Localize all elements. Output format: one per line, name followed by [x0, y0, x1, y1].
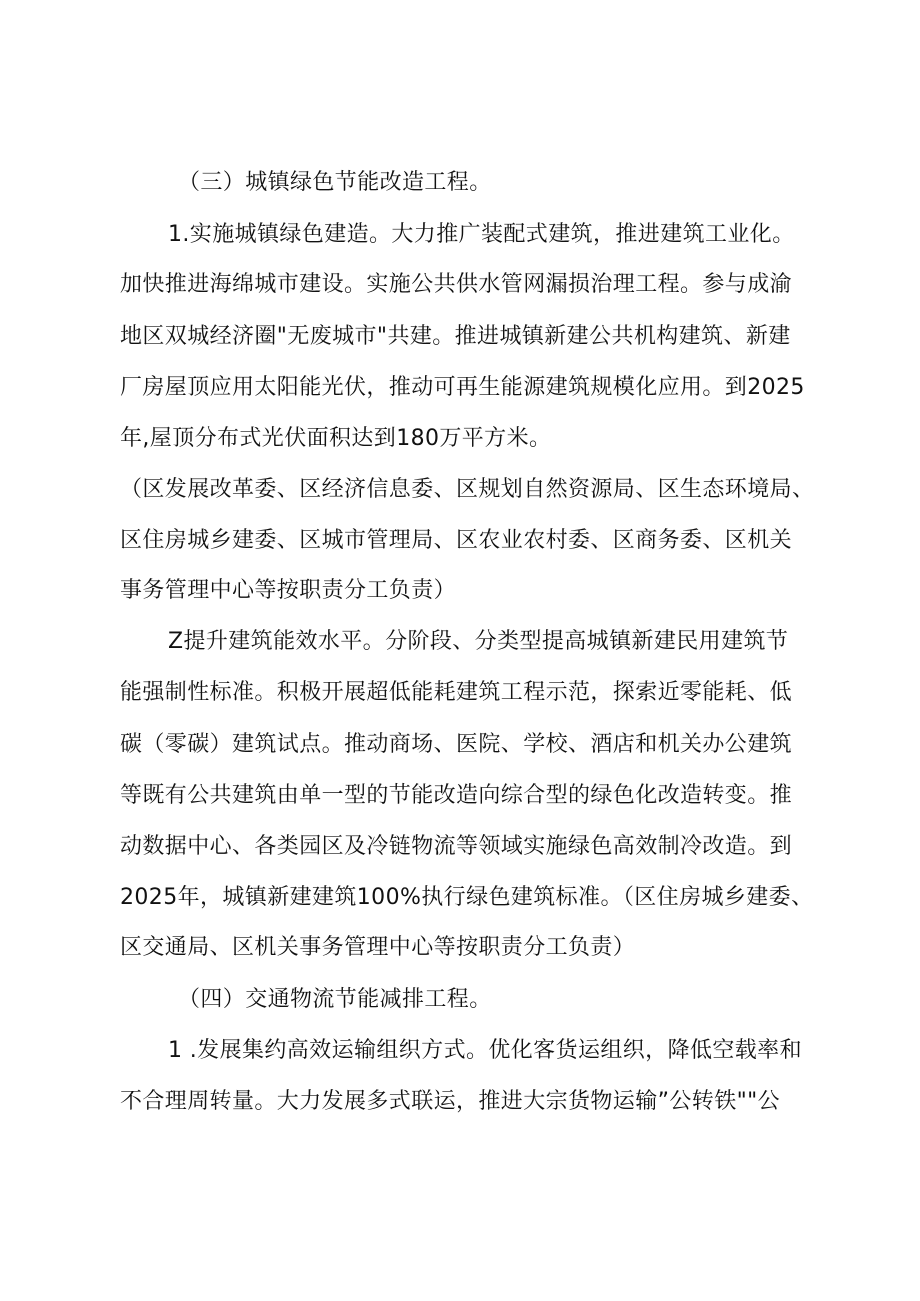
item-1-line-4: 厂房屋顶应用太阳能光伏，推动可再生能源建筑规模化应用。到2025 — [120, 375, 805, 400]
item-1-line-1: 1.实施城镇绿色建造。大力推广装配式建筑，推进建筑工业化。 — [168, 222, 795, 247]
item-1-responsible-line-3: 事务管理中心等按职责分工负责） — [120, 578, 457, 603]
item-1-line-5: 年,屋顶分布式光伏面积达到180万平方米。 — [120, 426, 552, 451]
item-1-line-2: 加快推进海绵城市建设。实施公共供水管网漏损治理工程。参与成渝 — [120, 272, 793, 297]
item-3-line-2: 不合理周转量。大力发展多式联运，推进大宗货物运输”公转铁""公 — [120, 1089, 781, 1114]
item-2-line-5: 动数据中心、各类园区及冷链物流等领域实施绿色高效制冷改造。到 — [120, 834, 793, 859]
section-3-heading: （三）城镇绿色节能改造工程。 — [178, 170, 492, 195]
item-2-line-4: 等既有公共建筑由单一型的节能改造向综合型的绿色化改造转变。推 — [120, 783, 793, 808]
item-1-responsible-line-1: （区发展改革委、区经济信息委、区规划自然资源局、区生态环境局、 — [120, 477, 815, 502]
item-2-line-6: 2025年，城镇新建建筑100%执行绿色建筑标准。（区住房城乡建委、 — [120, 885, 814, 910]
item-2-line-7: 区交通局、区机关事务管理中心等按职责分工负责） — [120, 935, 636, 960]
item-1-line-3: 地区双城经济圈"无废城市"共建。推进城镇新建公共机构建筑、新建 — [120, 324, 791, 349]
item-2-line-1: Z提升建筑能效水平。分阶段、分类型提高城镇新建民用建筑节 — [168, 629, 789, 654]
item-2-line-3: 碳（零碳）建筑试点。推动商场、医院、学校、酒店和机关办公建筑 — [120, 732, 793, 757]
section-4-heading: （四）交通物流节能减排工程。 — [178, 987, 492, 1012]
item-3-line-1: 1 .发展集约高效运输组织方式。优化客货运组织，降低空载率和 — [168, 1038, 802, 1063]
item-2-line-2: 能强制性标准。积极开展超低能耗建筑工程示范，探索近零能耗、低 — [120, 680, 793, 705]
item-1-responsible-line-2: 区住房城乡建委、区城市管理局、区农业农村委、区商务委、区机关 — [120, 528, 793, 553]
